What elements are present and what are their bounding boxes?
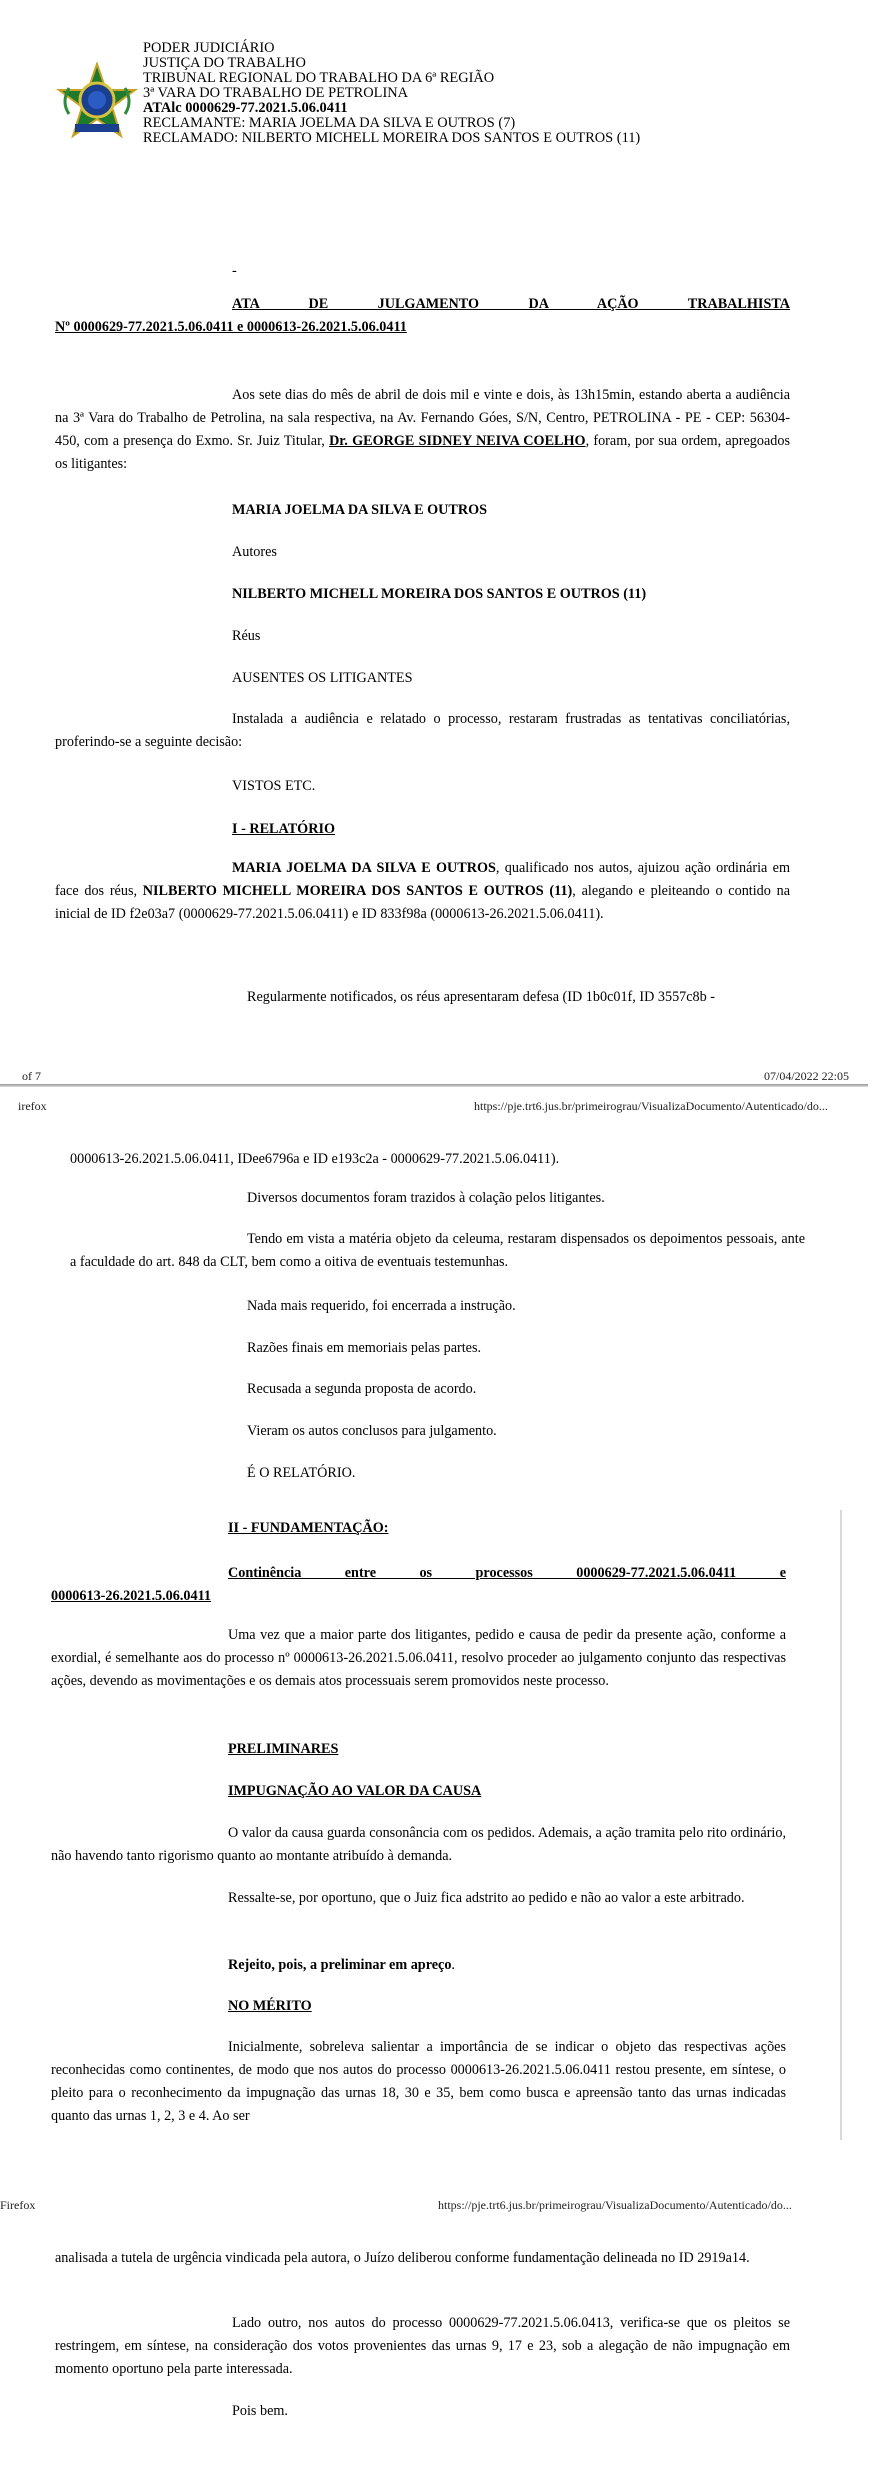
ausentes-text: AUSENTES OS LITIGANTES bbox=[232, 670, 413, 686]
razoes-text: Razões finais em memoriais pelas partes. bbox=[247, 1340, 482, 1356]
reus-name: NILBERTO MICHELL MOREIRA DOS SANTOS E OUTROS (11) bbox=[232, 586, 647, 602]
header-line-7: RECLAMADO: NILBERTO MICHELL MOREIRA DOS SANTOS E OUTROS (11) bbox=[143, 130, 641, 146]
rel-party-2: NILBERTO MICHELL MOREIRA DOS SANTOS E OUTROS (11) bbox=[142, 883, 573, 899]
page-break-rule bbox=[0, 1084, 868, 1087]
impugnacao-heading: IMPUGNAÇÃO AO VALOR DA CAUSA bbox=[228, 1783, 482, 1799]
continuation-text: 0000613-26.2021.5.06.0411, IDee6796a e ID e193c2a - 0000629-77.2021.5.06.0411). bbox=[70, 1151, 560, 1167]
valor-paragraph: O valor da causa guarda consonância com os pedidos. Ademais, a ação tramita pelo rito ordinário, não havendo tanto rigorismo quanto ao montante atribuído à demanda. bbox=[51, 1825, 786, 1864]
rejeito-bold: Rejeito, pois, a preliminar em apreço bbox=[228, 1957, 452, 1973]
header-line-3: TRIBUNAL REGIONAL DO TRABALHO DA 6ª REGIÃO bbox=[143, 70, 495, 86]
autores-name: MARIA JOELMA DA SILVA E OUTROS bbox=[232, 502, 488, 518]
nada-text: Nada mais requerido, foi encerrada a instrução. bbox=[247, 1298, 516, 1314]
dash-marker: - bbox=[232, 263, 237, 279]
header-line-1: PODER JUDICIÁRIO bbox=[143, 40, 275, 56]
tendo-paragraph: Tendo em vista a matéria objeto da celeuma, restaram dispensados os depoimentos pessoais, ante a faculdade do art. 848 da CLT, bem como a oitiva de eventuais testemunhas. bbox=[70, 1231, 805, 1270]
fundamentacao-heading: II - FUNDAMENTAÇÃO: bbox=[228, 1520, 389, 1536]
lado-outro-paragraph: Lado outro, nos autos do processo 0000629-77.2021.5.06.0413, verifica-se que os pleitos se restringem, em síntese, na consideração dos votos provenientes das urnas 9, 17 e 23, sob a alegação de não impugnação em momento oportuno pela parte interessada. bbox=[55, 2315, 790, 2377]
browser-name-2: Firefox bbox=[0, 2198, 36, 2212]
rel-party-1: MARIA JOELMA DA SILVA E OUTROS bbox=[232, 860, 496, 876]
header-line-4: 3ª VARA DO TRABALHO DE PETROLINA bbox=[143, 85, 409, 101]
coat-of-arms-emblem bbox=[55, 62, 139, 146]
autores-label: Autores bbox=[232, 544, 277, 560]
relatorio-heading: I - RELATÓRIO bbox=[232, 821, 336, 837]
header-line-2: JUSTIÇA DO TRABALHO bbox=[143, 55, 306, 71]
vieram-text: Vieram os autos conclusos para julgamento. bbox=[247, 1423, 497, 1439]
e-o-relatorio-text: É O RELATÓRIO. bbox=[247, 1465, 356, 1481]
document-url-2[interactable]: https://pje.trt6.jus.br/primeirograu/VisualizaDocumento/Autenticado/do... bbox=[438, 2198, 792, 2212]
rel-text-1: , qualificado nos autos, ajuizou ação ordinária em face dos réus, bbox=[55, 860, 790, 899]
vistos-text: VISTOS ETC. bbox=[232, 778, 316, 794]
intro-text-end: , foram, por sua ordem, apregoados os litigantes: bbox=[55, 433, 790, 472]
continencia-heading-line-1: Continência entre os processos 0000629-77.2021.5.06.0411 e bbox=[228, 1565, 786, 1581]
judge-name: Dr. GEORGE SIDNEY NEIVA COELHO bbox=[329, 433, 586, 449]
regularmente-text: Regularmente notificados, os réus apresentaram defesa (ID 1b0c01f, ID 3557c8b - bbox=[247, 989, 716, 1005]
uma-vez-paragraph: Uma vez que a maior parte dos litigantes, pedido e causa de pedir da presente ação, conforme a exordial, é semelhante aos do processo nº 0000613-26.2021.5.06.0411, resolvo proceder ao julgamento conjunto das respectivas ações, devendo as movimentações e os demais atos processuais serem promovidos neste processo. bbox=[51, 1627, 786, 1689]
merito-heading: NO MÉRITO bbox=[228, 1998, 312, 2014]
intro-text: Aos sete dias do mês de abril de dois mil e vinte e dois, às 13h15min, estando aberta a audiência na 3ª Vara do Trabalho de Petrolina, na sala respectiva, na Av. Fernando Góes, S/N, Centro, PETROLINA - PE - CEP: 56304-450, com a presença do Exmo. Sr. Juiz Titular, bbox=[55, 387, 790, 449]
page-count: of 7 bbox=[22, 1069, 41, 1083]
browser-name: irefox bbox=[18, 1099, 47, 1113]
header-line-6: RECLAMANTE: MARIA JOELMA DA SILVA E OUTROS (7) bbox=[143, 115, 516, 131]
reus-label: Réus bbox=[232, 628, 261, 644]
continencia-heading-line-2: 0000613-26.2021.5.06.0411 bbox=[51, 1588, 212, 1604]
scrollbar-track[interactable] bbox=[840, 1510, 842, 2140]
rel-text-2: , alegando e pleiteando o contido na inicial de ID f2e03a7 (0000629-77.2021.5.06.0411) e ID 833f98a (0000613-26.2021.5.06.0411). bbox=[55, 883, 791, 922]
ressalte-paragraph: Ressalte-se, por oportuno, que o Juiz fica adstrito ao pedido e não ao valor a este arbitrado. bbox=[228, 1890, 745, 1906]
document-title-line-2: Nº 0000629-77.2021.5.06.0411 e 0000613-26.2021.5.06.0411 bbox=[55, 319, 407, 335]
header-line-5: ATAlc 0000629-77.2021.5.06.0411 bbox=[143, 100, 348, 116]
inicialmente-paragraph: Inicialmente, sobreleva salientar a importância de se indicar o objeto das respectivas ações reconhecidas como continentes, de modo que nos autos do processo 0000613-26.2021.5.06.0411 restou presente, em síntese, o pleito para o reconhecimento da impugnação das urnas 18, 30 e 35, bem como busca e apreensão tanto das urnas indicadas quanto das urnas 1, 2, 3 e 4. Ao ser bbox=[51, 2039, 786, 2124]
relatorio-paragraph bbox=[55, 857, 790, 926]
document-url[interactable]: https://pje.trt6.jus.br/primeirograu/VisualizaDocumento/Autenticado/do... bbox=[474, 1099, 828, 1113]
document-header bbox=[143, 41, 640, 146]
pois-bem-text: Pois bem. bbox=[232, 2403, 288, 2419]
intro-paragraph bbox=[55, 384, 790, 476]
analisada-paragraph: analisada a tutela de urgência vindicada pela autora, o Juízo deliberou conforme fundamentação delineada no ID 2919a14. bbox=[55, 2250, 750, 2266]
rejeito-period: . bbox=[451, 1957, 455, 1973]
print-datetime: 07/04/2022 22:05 bbox=[764, 1069, 850, 1083]
recusada-text: Recusada a segunda proposta de acordo. bbox=[247, 1381, 477, 1397]
instalada-paragraph: Instalada a audiência e relatado o processo, restaram frustradas as tentativas conciliatórias, proferindo-se a seguinte decisão: bbox=[55, 711, 790, 750]
rejeito-text bbox=[228, 1957, 455, 1974]
preliminares-heading: PRELIMINARES bbox=[228, 1741, 339, 1757]
document-title-line-1: ATA DE JULGAMENTO DA AÇÃO TRABALHISTA bbox=[232, 296, 790, 312]
diversos-text: Diversos documentos foram trazidos à colação pelos litigantes. bbox=[247, 1190, 605, 1206]
